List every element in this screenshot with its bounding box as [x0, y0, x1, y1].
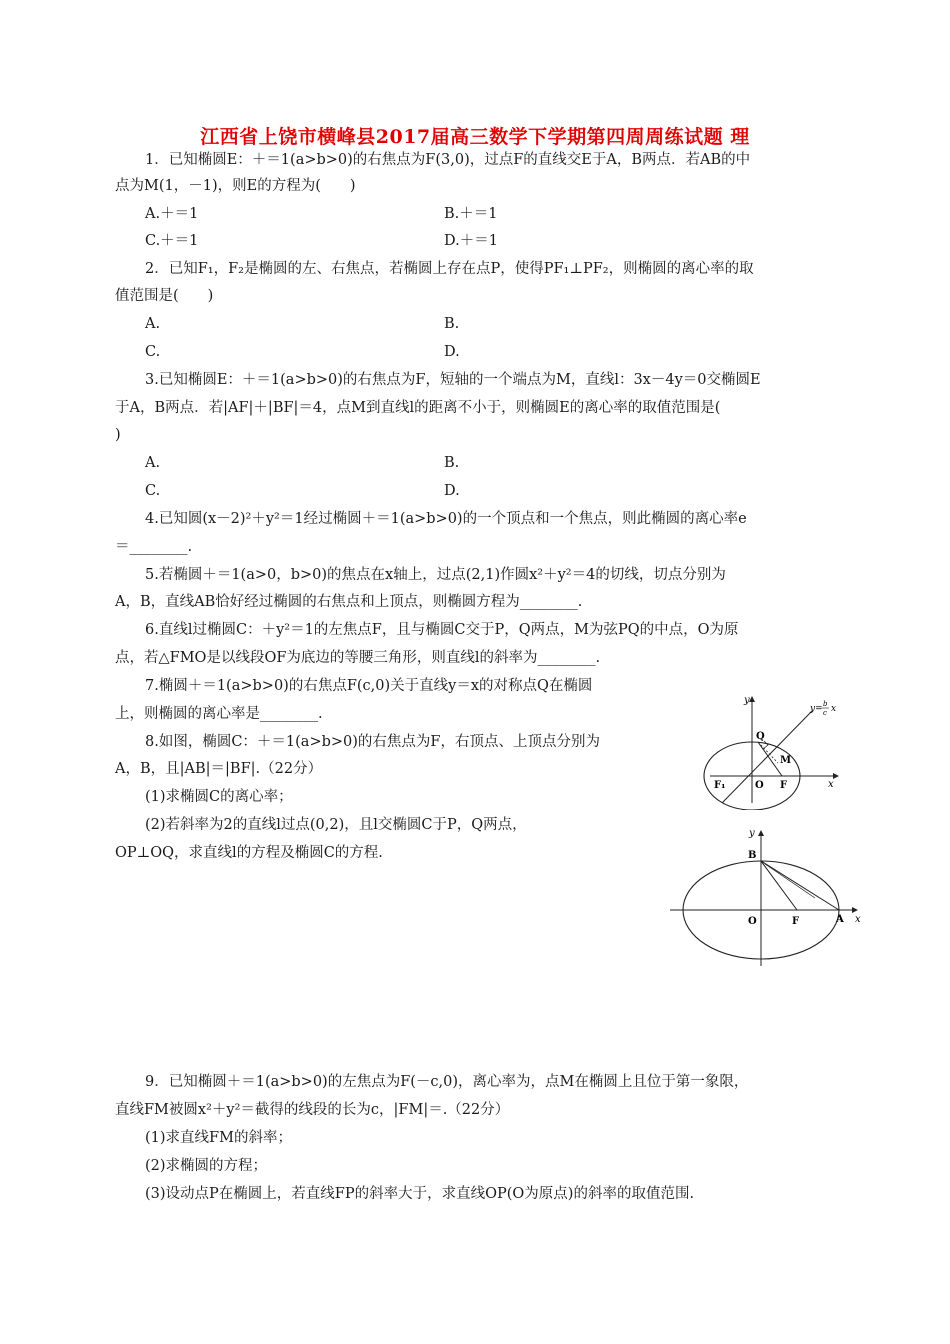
q3-line1: 3.已知椭圆E：＋＝1(a>b>0)的右焦点为F，短轴的一个端点为M，直线l：3x－4y＝0交椭圆E [145, 372, 761, 388]
q9-line1: 9．已知椭圆＋＝1(a>b>0)的左焦点为F(－c,0)，离心率为，点M在椭圆上且位于第一象限， [145, 1074, 749, 1090]
q8-part2-line1: (2)若斜率为2的直线l过点(0,2)，且l交椭圆C于P，Q两点， [145, 817, 527, 833]
q1-option-d: D.＋＝1 [444, 233, 498, 249]
fig2-label-y: y [749, 828, 755, 839]
fig1-label-q: Q [756, 731, 765, 742]
fig1-frac-num: b [823, 700, 828, 708]
q2-option-b: B. [444, 316, 460, 332]
fig1-line-label: y= [810, 704, 823, 714]
fig2-segment-perp [765, 864, 815, 898]
q3-option-d: D. [444, 483, 460, 499]
q1-option-a: A.＋＝1 [145, 206, 199, 222]
fig1-label-x: x [828, 779, 834, 790]
q8-part1: (1)求椭圆C的离心率； [145, 789, 293, 805]
q2-line2: 值范围是( ) [115, 288, 214, 304]
q1-option-b: B.＋＝1 [444, 206, 498, 222]
fig2-label-a: A [836, 914, 844, 925]
q9-part2: (2)求椭圆的方程； [145, 1158, 268, 1174]
q9-line2: 直线FM被圆x²＋y²＝截得的线段的长为c，|FM|＝.（22分） [115, 1102, 510, 1118]
q2-option-d: D. [444, 344, 460, 360]
q5-line1: 5.若椭圆＋＝1(a>0，b>0)的焦点在x轴上，过点(2,1)作圆x²＋y²＝4的切线，切点分别为 [145, 567, 726, 583]
q5-line2: A，B，直线AB恰好经过椭圆的右焦点和上顶点，则椭圆方程为________. [115, 594, 583, 610]
q2-option-c: C. [145, 344, 161, 360]
q3-option-b: B. [444, 455, 460, 471]
q1-line2: 点为M(1，－1)，则E的方程为( ) [115, 178, 356, 194]
q4-line1: 4.已知圆(x－2)²＋y²＝1经过椭圆＋＝1(a>b>0)的一个顶点和一个焦点，则此椭圆的离心率e [145, 511, 747, 527]
fig1-label-m: M [780, 755, 792, 766]
fig1-label-y: y [744, 695, 750, 706]
fig2-label-o: O [748, 916, 757, 927]
fig2-segment-bf [761, 861, 797, 910]
fig2-segment-ba [761, 861, 839, 910]
q9-part1: (1)求直线FM的斜率； [145, 1130, 292, 1146]
fig1-label-f1: F₁ [714, 780, 726, 791]
fig2-label-b: B [748, 850, 757, 861]
q9-part3: (3)设动点P在椭圆上，若直线FP的斜率大于，求直线OP(O为原点)的斜率的取值范围. [145, 1186, 695, 1202]
q3-option-c: C. [145, 483, 161, 499]
q8-part2-line2: OP⊥OQ，求直线l的方程及椭圆C的方程. [115, 845, 383, 861]
page-title: 江西省上饶市横峰县2017届高三数学下学期第四周周练试题 理 [200, 126, 750, 148]
q6-line1: 6.直线l过椭圆C：＋y²＝1的左焦点F，且与椭圆C交于P，Q两点，M为弦PQ的中点，O为原 [145, 622, 739, 638]
q1-line1: 1．已知椭圆E：＋＝1(a>b>0)的右焦点为F(3,0)，过点F的直线交E于A，B两点．若AB的中 [145, 152, 751, 168]
figure-q7 [700, 685, 850, 810]
q3-option-a: A. [145, 455, 161, 471]
fig1-label-f: F [780, 780, 788, 791]
q3-line2: 于A，B两点．若|AF|＋|BF|＝4，点M到直线l的距离不小于，则椭圆E的离心率的取值范围是( [115, 400, 721, 416]
fig1-line-bcx [722, 711, 812, 803]
q8-line1: 8.如图，椭圆C：＋＝1(a>b>0)的右焦点为F，右顶点、上顶点分别为 [145, 734, 600, 750]
q4-line2: ＝________. [115, 539, 193, 555]
q8-line2: A，B，且|AB|＝|BF|.（22分） [115, 761, 323, 777]
fig2-label-x: x [855, 914, 861, 925]
q1-option-c: C.＋＝1 [145, 233, 199, 249]
fig1-frac-var: x [831, 704, 837, 714]
figure-q8 [665, 826, 870, 970]
q6-line2: 点，若△FMO是以线段OF为底边的等腰三角形，则直线l的斜率为________. [115, 650, 601, 666]
q3-line3: ) [115, 427, 121, 443]
q2-option-a: A. [145, 316, 161, 332]
fig2-label-f: F [792, 916, 800, 927]
fig1-frac-den: c [823, 709, 827, 717]
q7-line1: 7.椭圆＋＝1(a>b>0)的右焦点F(c,0)关于直线y＝x的对称点Q在椭圆 [145, 678, 593, 694]
q2-line1: 2．已知F₁，F₂是椭圆的左、右焦点，若椭圆上存在点P，使得PF₁⊥PF₂，则椭圆的离心率的取 [145, 261, 754, 277]
fig1-label-o: O [755, 780, 764, 791]
q7-line2: 上，则椭圆的离心率是________. [115, 706, 323, 722]
